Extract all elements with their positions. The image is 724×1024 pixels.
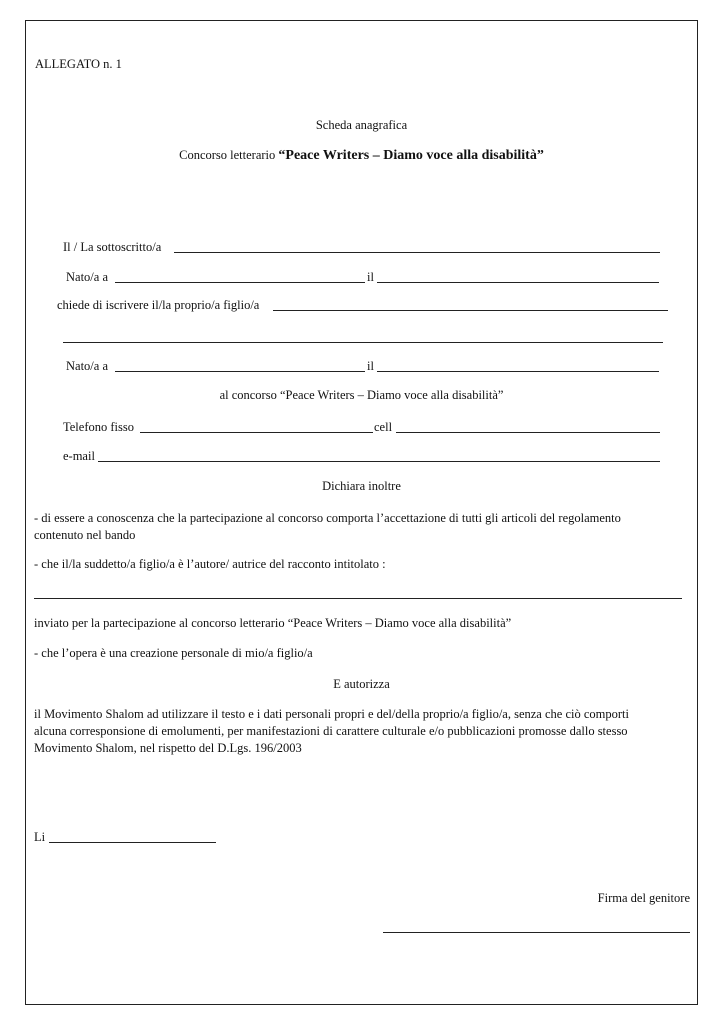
declaration-item-1: - di essere a conoscenza che la partecipazione al concorso comporta l’accettazione di tutti gli articoli del regolamento [34, 511, 621, 525]
place-date-field[interactable] [49, 842, 216, 843]
child-born-in-field[interactable] [115, 371, 365, 372]
authorization-line-2: alcuna corresponsione di emolumenti, per manifestazioni di carattere culturale e/o pubblicazioni promosse dallo stesso [34, 724, 628, 738]
phone-field[interactable] [140, 432, 373, 433]
signature-field[interactable] [383, 932, 690, 933]
born-in-field[interactable] [115, 282, 365, 283]
authorization-heading: E autorizza [333, 677, 390, 691]
email-label: e-mail [63, 449, 95, 463]
declaration-item-1-cont: contenuto nel bando [34, 528, 136, 542]
request-label: chiede di iscrivere il/la proprio/a figlio/a [57, 298, 260, 312]
child-born-on-field[interactable] [377, 371, 659, 372]
sent-for-text: inviato per la partecipazione al concorso letterario “Peace Writers – Diamo voce alla disabilità” [34, 616, 512, 630]
born-on-field[interactable] [377, 282, 659, 283]
child-name-field[interactable] [273, 310, 668, 311]
contest-name: “Peace Writers – Diamo voce alla disabilità” [278, 148, 544, 163]
child-born-in-label: Nato/a a [66, 359, 108, 373]
attachment-label: ALLEGATO n. 1 [35, 57, 122, 71]
form-heading: Scheda anagrafica [315, 118, 408, 132]
child-name-field-continued[interactable] [63, 342, 663, 343]
phone-label: Telefono fisso [63, 420, 134, 434]
born-on-label: il [367, 270, 374, 284]
cell-label: cell [374, 420, 393, 434]
authorization-line-3: Movimento Shalom, nel rispetto del D.Lgs. 196/2003 [34, 741, 302, 755]
story-title-field[interactable] [34, 598, 682, 599]
authorization-line-1: il Movimento Shalom ad utilizzare il testo e i dati personali propri e del/della proprio/a figlio/a, senza che ciò comporti [34, 707, 629, 721]
signature-label: Firma del genitore [597, 891, 690, 905]
contest-title [25, 148, 698, 163]
child-born-on-label: il [367, 359, 374, 373]
declaration-item-3: - che l’opera è una creazione personale di mio/a figlio/a [34, 646, 313, 660]
contest-prefix: Concorso letterario [179, 148, 279, 162]
place-label: Li [34, 830, 46, 844]
born-in-label: Nato/a a [66, 270, 108, 284]
undersigned-field[interactable] [174, 252, 660, 253]
declaration-heading: Dichiara inoltre [322, 479, 401, 493]
undersigned-label: Il / La sottoscritto/a [63, 240, 162, 254]
email-field[interactable] [98, 461, 660, 462]
declaration-item-2: - che il/la suddetto/a figlio/a è l’autore/ autrice del racconto intitolato : [34, 557, 386, 571]
cell-field[interactable] [396, 432, 660, 433]
contest-line: al concorso “Peace Writers – Diamo voce alla disabilità” [219, 388, 504, 402]
